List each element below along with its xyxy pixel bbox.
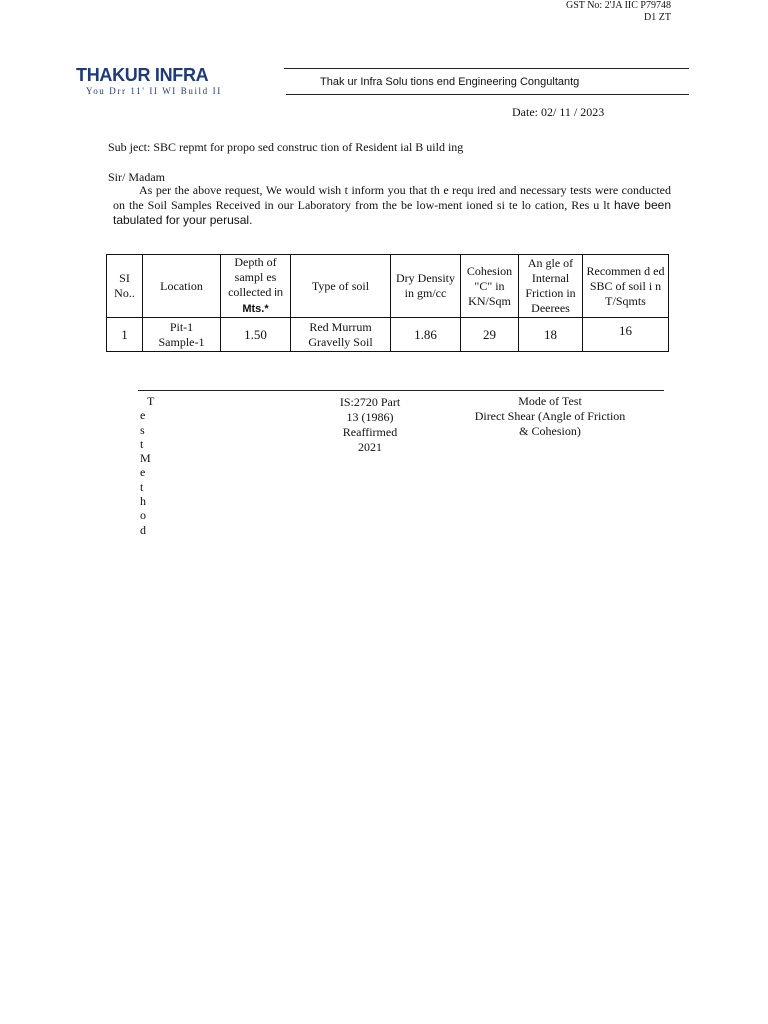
letter-body-closing: have been tabulated for your perusal. bbox=[113, 198, 672, 227]
test-method-letter: s bbox=[140, 422, 145, 437]
table-row bbox=[107, 318, 669, 352]
cell-sl-no: 1 bbox=[107, 318, 143, 352]
letter-salutation: Sir/ Madam bbox=[108, 170, 165, 184]
header-depth-text: Depth of sampl es collected bbox=[228, 255, 277, 299]
test-method-letter: T bbox=[147, 394, 155, 408]
header-depth-in: in bbox=[274, 287, 283, 299]
cell-soil-type-2: Gravelly Soil bbox=[308, 334, 373, 349]
test-method-letter: d bbox=[140, 522, 146, 537]
company-tagline: You Drr 11' II WI Build II bbox=[86, 86, 222, 96]
header-top-rule bbox=[284, 68, 689, 69]
cell-location-sample: Sample-1 bbox=[158, 334, 205, 349]
letter-date: Date: 02/ 11 / 2023 bbox=[512, 105, 605, 119]
letter-body-text: As per the above request, We would wish t inform you that th e requ ired and necessary tests were conducted on the Soil Samples Received in our Laboratory from the be low-ment ioned si te lo cation, Res u lt bbox=[113, 183, 671, 212]
letter-body bbox=[113, 183, 671, 228]
gst-suffix: D1 ZT bbox=[644, 12, 671, 23]
method-section-rule bbox=[138, 390, 664, 391]
header-location: Location bbox=[143, 255, 221, 318]
cell-dry-density: 1.86 bbox=[391, 318, 461, 352]
header-cohesion: Cohesion "C" in KN/Sqm bbox=[461, 255, 519, 318]
test-method-label bbox=[140, 394, 162, 537]
soil-test-results-table bbox=[106, 254, 669, 352]
test-standard-reaffirm-year: 2021 bbox=[358, 440, 382, 454]
test-method-letter: M bbox=[140, 451, 151, 466]
header-soil-type: Type of soil bbox=[291, 255, 391, 318]
test-method-letter: e bbox=[140, 465, 146, 480]
header-bottom-rule bbox=[286, 94, 689, 95]
mode-of-test-line2: & Cohesion) bbox=[519, 424, 581, 438]
header-recommended-sbc: Recommen d ed SBC of soil i n T/Sqmts bbox=[583, 255, 669, 318]
cell-soil-type bbox=[291, 318, 391, 352]
header-sl-no: SI No.. bbox=[107, 255, 143, 318]
test-method-letter: e bbox=[140, 408, 146, 423]
cell-friction-angle: 18 bbox=[519, 318, 583, 352]
header-friction-angle: An gle of Internal Friction in Deerees bbox=[519, 255, 583, 318]
test-standard-year: 13 (1986) bbox=[346, 410, 394, 424]
company-full-name: Thak ur Infra Solu tions end Engineering Congultantg bbox=[320, 76, 580, 88]
gst-number: GST No: 2'JA IIC P79748 bbox=[566, 0, 671, 11]
table-header-row bbox=[107, 255, 669, 318]
test-method-letter: t bbox=[140, 479, 144, 494]
cell-soil-type-1: Red Murrum bbox=[309, 319, 372, 334]
test-standard-status: Reaffirmed bbox=[342, 425, 398, 439]
test-method-letter: t bbox=[140, 436, 144, 451]
mode-of-test-title: Mode of Test bbox=[518, 394, 582, 408]
header-dry-density: Dry Density in gm/cc bbox=[391, 255, 461, 318]
company-logo: THAKUR INFRA bbox=[76, 65, 209, 85]
cell-recommended-sbc: 16 bbox=[583, 318, 669, 352]
header-depth-unit: Mts.* bbox=[242, 303, 269, 315]
test-standard-code: IS:2720 Part bbox=[339, 395, 401, 409]
letter-subject: Sub ject: SBC repmt for propo sed construc tion of Resident ial B uild ing bbox=[108, 140, 464, 154]
mode-of-test bbox=[462, 394, 638, 439]
test-method-letter: h bbox=[140, 494, 146, 509]
cell-cohesion: 29 bbox=[461, 318, 519, 352]
cell-depth: 1.50 bbox=[221, 318, 291, 352]
cell-location bbox=[143, 318, 221, 352]
cell-location-pit: Pit-1 bbox=[169, 319, 194, 334]
header-depth bbox=[221, 255, 291, 318]
mode-of-test-line1: Direct Shear (Angle of Friction bbox=[474, 409, 626, 423]
test-standard bbox=[325, 395, 415, 455]
test-method-letter: o bbox=[140, 508, 146, 523]
